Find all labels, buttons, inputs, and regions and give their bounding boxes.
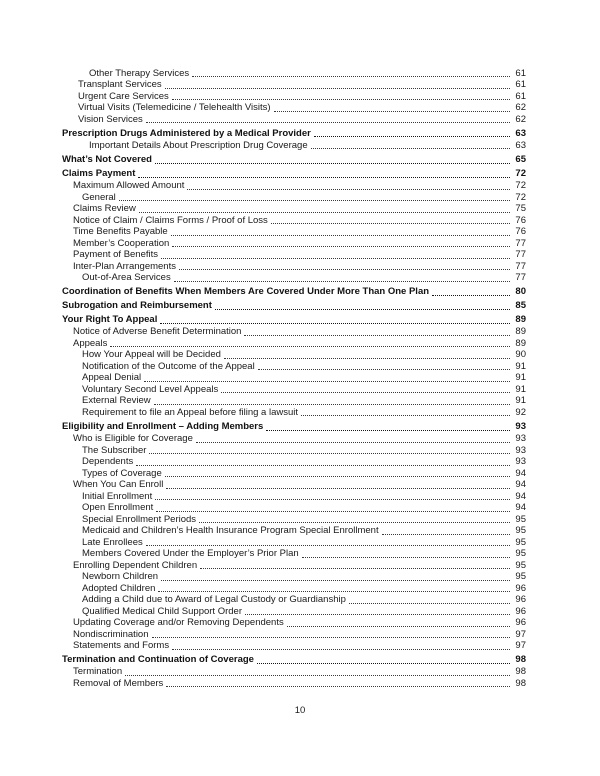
toc-entry-label: External Review [82,395,151,407]
toc-entry-label: Payment of Benefits [73,249,159,261]
toc-entry-page: 98 [515,666,526,678]
dot-leader [200,568,510,569]
toc-entry-label: Requirement to file an Appeal before filing a lawsuit [82,406,298,418]
dot-leader [199,522,510,523]
toc-entry-page: 94 [515,467,526,479]
toc-entry-page: 75 [515,203,526,215]
toc-entry[interactable] [62,383,526,395]
toc-entry-page: 72 [515,180,526,192]
dot-leader [165,476,510,477]
toc-entry-page: 65 [515,153,526,165]
dot-leader [271,223,510,224]
toc-entry-page: 61 [515,67,526,79]
toc-entry-page: 91 [515,372,526,384]
toc-entry-page: 98 [515,654,526,666]
toc-entry-page: 93 [515,433,526,445]
dot-leader [139,212,510,213]
toc-entry-label: Transplant Services [78,79,162,90]
dot-leader [258,369,510,370]
toc-entry-page: 95 [515,571,526,583]
dot-leader [161,258,510,259]
toc-entry[interactable] [62,605,526,617]
toc-entry-page: 92 [515,406,526,418]
toc-entry[interactable] [62,191,526,203]
toc-entry-page: 76 [515,226,526,238]
toc-entry-label: Types of Coverage [82,467,162,479]
toc-entry-page: 62 [515,102,526,113]
toc-entry-label: Notice of Claim / Claims Forms / Proof of Loss [73,214,268,226]
toc-entry[interactable] [62,594,526,606]
toc-entry-page: 77 [515,272,526,284]
toc-entry-label: Enrolling Dependent Children [73,559,198,571]
toc-entry-page: 61 [515,79,526,90]
toc-entry[interactable] [62,90,526,102]
toc-entry-page: 77 [515,249,526,261]
dot-leader [287,626,510,627]
toc-entry[interactable] [62,677,526,689]
toc-entry-label: Vision Services [78,113,143,125]
toc-entry-label: Appeals [73,337,108,349]
toc-entry-label: Qualified Medical Child Support Order [82,605,242,617]
toc-entry-page: 95 [515,513,526,525]
toc-entry-page: 63 [515,127,526,139]
toc-entry[interactable] [62,479,526,491]
toc-entry[interactable] [62,102,526,114]
toc-entry-label: Members Covered Under the Employer’s Prior Plan [82,548,299,560]
toc-entry[interactable] [62,536,526,548]
toc-entry[interactable] [62,314,526,326]
dot-leader [257,663,510,664]
dot-leader [244,335,510,336]
toc-entry-label: Adding a Child due to Award of Legal Custody or Guardianship [82,594,346,606]
toc-entry-label: Virtual Visits (Telemedicine / Telehealth Visits) [78,102,271,113]
dot-leader [161,580,510,581]
toc-entry-page: 96 [515,605,526,617]
toc-entry-page: 94 [515,502,526,514]
toc-entry-label: Claims Payment [62,167,136,179]
dot-leader [187,189,510,190]
toc-entry[interactable] [62,548,526,560]
toc-entry[interactable] [62,349,526,361]
toc-entry[interactable] [62,372,526,384]
dot-leader [245,614,510,615]
dot-leader [152,637,510,638]
toc-entry-label: General [82,191,116,203]
dot-leader [119,200,510,201]
toc-entry[interactable] [62,326,526,338]
toc-entry-page: 89 [515,314,526,326]
toc-entry[interactable] [62,286,526,298]
toc-entry[interactable] [62,525,526,537]
dot-leader [172,649,510,650]
toc-entry[interactable] [62,337,526,349]
toc-entry-page: 97 [515,628,526,640]
toc-entry[interactable] [62,300,526,312]
toc-entry-page: 89 [515,326,526,338]
toc-entry-label: Termination and Continuation of Coverage [62,654,254,666]
toc-entry-page: 80 [515,286,526,298]
toc-entry[interactable] [62,559,526,571]
toc-entry-label: Voluntary Second Level Appeals [82,383,219,395]
toc-entry-page: 91 [515,360,526,372]
toc-entry-page: 93 [515,444,526,456]
toc-entry-label: Adopted Children [82,582,156,594]
dot-leader [138,177,510,178]
dot-leader [158,591,510,592]
toc-entry-label: The Subscriber [82,444,147,456]
dot-leader [166,686,510,687]
toc-entry[interactable] [62,640,526,652]
toc-entry[interactable] [62,249,526,261]
toc-entry[interactable] [62,203,526,215]
dot-leader [311,148,510,149]
toc-entry[interactable] [62,214,526,226]
toc-entry-page: 61 [515,90,526,102]
toc-entry-label: Statements and Forms [73,640,170,652]
toc-entry[interactable] [62,456,526,468]
toc-entry[interactable] [62,513,526,525]
dot-leader [125,675,510,676]
page-number: 10 [294,705,306,716]
toc-entry[interactable] [62,260,526,272]
toc-entry-page: 72 [515,191,526,203]
dot-leader [149,453,510,454]
toc-entry[interactable] [62,490,526,502]
toc-entry[interactable] [62,237,526,249]
dot-leader [192,76,510,77]
toc-entry-label: Eligibility and Enrollment – Adding Members [62,420,264,432]
toc-entry-page: 77 [515,260,526,272]
dot-leader [302,557,510,558]
dot-leader [146,545,510,546]
dot-leader [221,392,510,393]
dot-leader [382,534,510,535]
toc-entry-page: 89 [515,337,526,349]
dot-leader [432,295,510,296]
dot-leader [155,163,510,164]
toc-entry[interactable] [62,360,526,372]
toc-entry[interactable] [62,571,526,583]
toc-entry-label: Important Details About Prescription Drug Coverage [89,139,308,151]
toc-entry-page: 90 [515,349,526,361]
toc-entry[interactable] [62,406,526,418]
dot-leader [160,323,510,324]
toc-entry-label: Medicaid and Children’s Health Insurance Program Special Enrollment [82,525,379,537]
toc-entry-label: Newborn Children [82,571,159,583]
dot-leader [301,415,510,416]
toc-entry-page: 85 [515,300,526,312]
toc-entry-page: 77 [515,237,526,249]
toc-entry[interactable] [62,467,526,479]
dot-leader [156,511,510,512]
toc-entry[interactable] [62,67,526,79]
toc-entry-label: Prescription Drugs Administered by a Medical Provider [62,127,311,139]
toc-entry-label: When You Can Enroll [73,479,164,491]
toc-entry-page: 95 [515,525,526,537]
toc-entry-page: 63 [515,139,526,151]
toc-entry-label: Updating Coverage and/or Removing Dependents [73,617,284,629]
toc-entry-label: Termination [73,666,123,678]
toc-entry-page: 93 [515,420,526,432]
toc-entry-label: Removal of Members [73,677,164,689]
toc-entry-label: Maximum Allowed Amount [73,180,185,192]
toc-entry-label: Notification of the Outcome of the Appeal [82,360,255,372]
dot-leader [224,358,510,359]
toc-entry-page: 96 [515,582,526,594]
toc-entry-label: Coordination of Benefits When Members Are Covered Under More Than One Plan [62,286,430,298]
toc-entry[interactable] [62,444,526,456]
dot-leader [215,309,510,310]
toc-entry[interactable] [62,226,526,238]
toc-entry[interactable] [62,628,526,640]
toc-entry-page: 95 [515,536,526,548]
toc-entry[interactable] [62,502,526,514]
dot-leader [196,442,510,443]
dot-leader [144,381,510,382]
toc-entry[interactable] [62,113,526,125]
toc-entry[interactable] [62,139,526,151]
toc-entry-page: 96 [515,594,526,606]
dot-leader [136,465,510,466]
toc-entry[interactable] [62,79,526,91]
toc-entry-label: Time Benefits Payable [73,226,168,238]
dot-leader [172,246,510,247]
toc-entry-label: Your Right To Appeal [62,314,158,326]
toc-entry-label: Claims Review [73,203,136,215]
toc-entry-label: Open Enrollment [82,502,154,514]
toc-entry-page: 76 [515,214,526,226]
dot-leader [179,269,510,270]
dot-leader [110,346,510,347]
toc-entry-page: 72 [515,167,526,179]
toc-entry-page: 96 [515,617,526,629]
toc-entry[interactable] [62,272,526,284]
table-of-contents [62,67,526,689]
toc-entry-label: Member’s Cooperation [73,237,170,249]
toc-entry-label: Who is Eligible for Coverage [73,433,193,445]
toc-entry-page: 94 [515,479,526,491]
dot-leader [174,281,510,282]
dot-leader [154,404,510,405]
toc-entry-label: Out-of-Area Services [82,272,171,284]
toc-entry-label: Inter-Plan Arrangements [73,260,176,272]
toc-entry[interactable] [62,666,526,678]
toc-entry-label: What’s Not Covered [62,153,152,165]
toc-entry-page: 95 [515,559,526,571]
toc-entry-label: Urgent Care Services [78,90,169,102]
toc-entry[interactable] [62,433,526,445]
toc-entry[interactable] [62,395,526,407]
toc-entry-label: Appeal Denial [82,372,142,384]
toc-entry[interactable] [62,420,526,432]
toc-entry-page: 93 [515,456,526,468]
toc-entry-label: Subrogation and Reimbursement [62,300,212,312]
toc-entry[interactable] [62,654,526,666]
toc-entry-page: 95 [515,548,526,560]
toc-entry-page: 91 [515,395,526,407]
dot-leader [349,603,510,604]
toc-entry-page: 91 [515,383,526,395]
dot-leader [274,111,510,112]
toc-entry-page: 98 [515,677,526,689]
toc-entry[interactable] [62,582,526,594]
dot-leader [314,136,510,137]
toc-entry-label: How Your Appeal will be Decided [82,349,221,361]
toc-entry-page: 62 [515,113,526,125]
toc-entry[interactable] [62,153,526,165]
toc-entry-page: 94 [515,490,526,502]
dot-leader [155,499,510,500]
dot-leader [171,235,510,236]
dot-leader [172,99,510,100]
toc-entry[interactable] [62,617,526,629]
dot-leader [165,88,510,89]
toc-entry-label: Notice of Adverse Benefit Determination [73,326,242,338]
toc-entry-label: Initial Enrollment [82,490,153,502]
toc-entry[interactable] [62,167,526,179]
toc-entry-label: Late Enrollees [82,536,143,548]
toc-entry[interactable] [62,127,526,139]
toc-entry-label: Dependents [82,456,134,468]
toc-entry-page: 97 [515,640,526,652]
dot-leader [146,122,510,123]
dot-leader [166,488,510,489]
toc-entry-label: Other Therapy Services [89,67,190,79]
toc-entry[interactable] [62,180,526,192]
dot-leader [266,430,510,431]
toc-entry-label: Nondiscrimination [73,628,149,640]
toc-entry-label: Special Enrollment Periods [82,513,197,525]
